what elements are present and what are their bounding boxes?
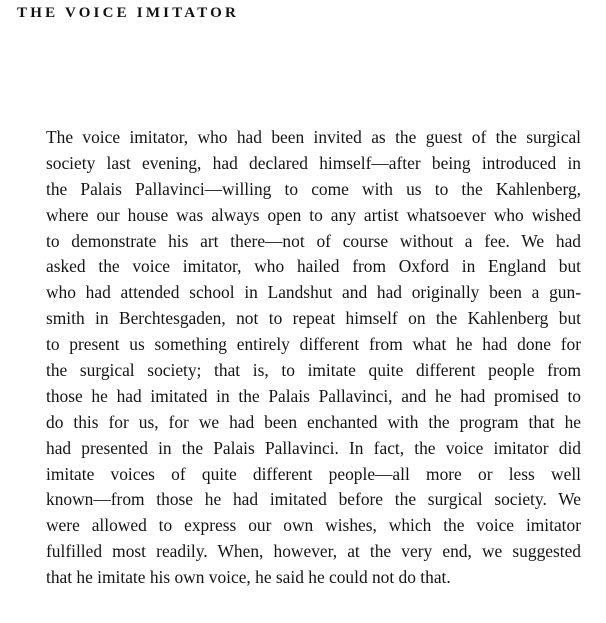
text-line: The voice imitator, who had been invited as the guest of the surgical (46, 127, 581, 147)
text-line: fulfilled most readily. When, however, at the very end, we suggested (46, 541, 581, 562)
text-line: known—from those he had imitated before the surgical society. We (46, 489, 581, 510)
running-head-title: THE VOICE IMITATOR (17, 5, 240, 21)
text-line: the Palais Pallavinci—willing to come with us to the Kahlenberg, (46, 178, 581, 199)
text-line: were allowed to express our own wishes, which the voice imitator (46, 515, 581, 536)
text-line: who had attended school in Landshut and had originally been a gun- (46, 282, 581, 303)
text-line: where our house was always open to any artist whatsoever who wished (46, 204, 581, 225)
text-line: to present us something entirely different from what he had done for (46, 334, 581, 355)
text-line: imitate voices of quite different people—all more or less well (46, 463, 581, 484)
text-line: those he had imitated in the Palais Pallavinci, and he had promised to (46, 385, 581, 406)
text-line: do this for us, for we had been enchanted with the program that he (46, 411, 581, 432)
text-line: that he imitate his own voice, he said he could not do that. (46, 567, 451, 588)
text-line: smith in Berchtesgaden, not to repeat himself on the Kahlenberg but (46, 308, 581, 329)
story-paragraph (46, 125, 581, 591)
text-line: society last evening, had declared himself—after being introduced in (46, 152, 581, 173)
text-line: asked the voice imitator, who hailed from Oxford in England but (46, 256, 581, 277)
text-line: to demonstrate his art there—not of course without a fee. We had (46, 230, 581, 251)
text-line: had presented in the Palais Pallavinci. In fact, the voice imitator did (46, 437, 581, 458)
text-line: the surgical society; that is, to imitate quite different people from (46, 360, 581, 381)
